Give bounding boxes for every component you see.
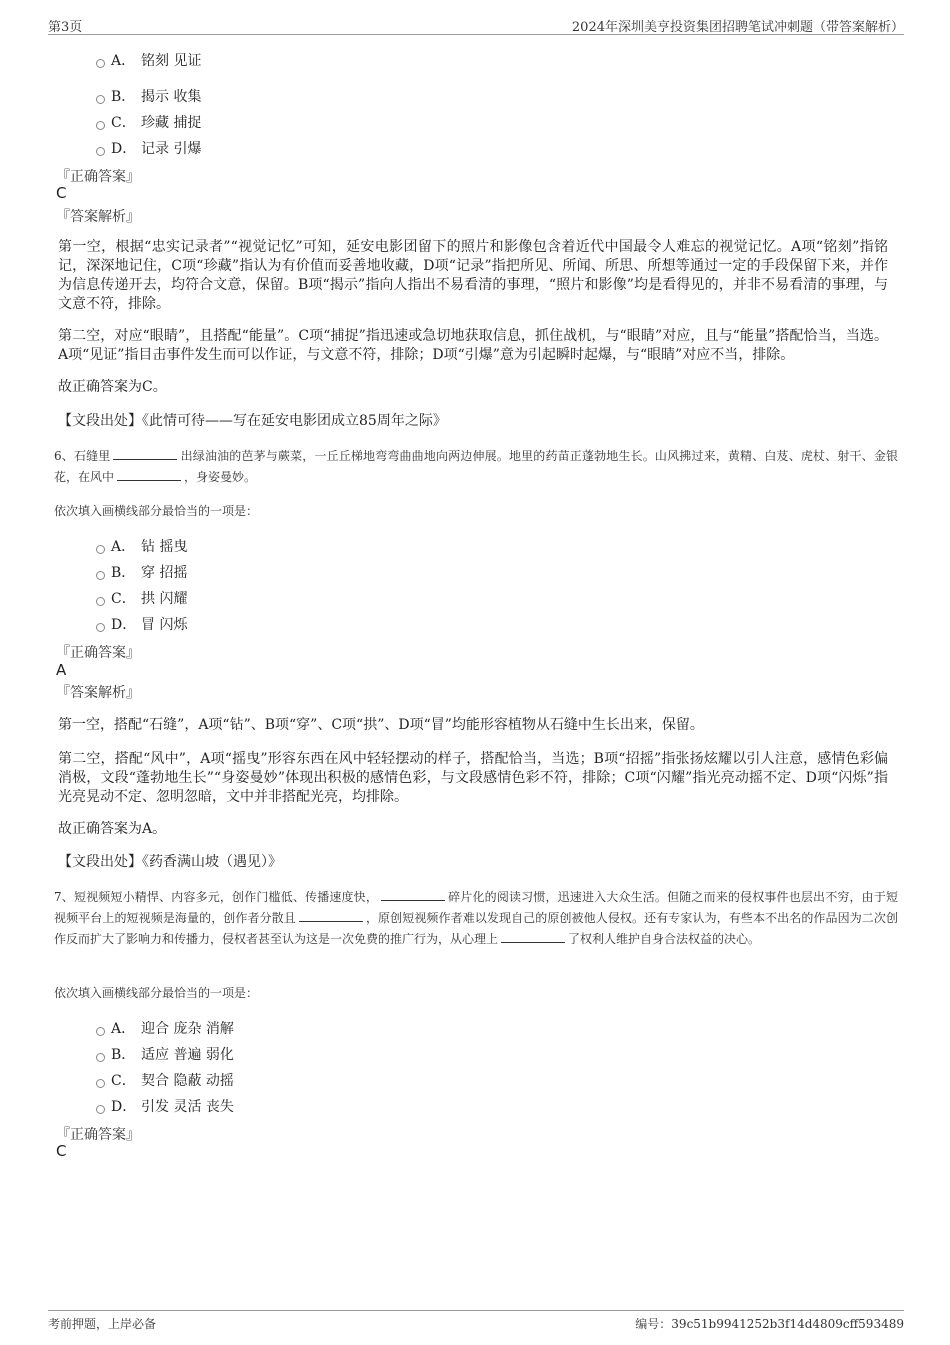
q5-option-a[interactable]: A． 铭刻 见证 [96, 50, 201, 70]
q7-instruction: 依次填入画横线部分最恰当的一项是： [54, 986, 259, 1000]
q6-instruction: 依次填入画横线部分最恰当的一项是： [54, 504, 259, 518]
fill-blank [117, 467, 181, 481]
q6-analysis-paragraph-1: 第一空，搭配“石缝”，A项“钻”、B项“穿”、C项“拱”、D项“冒”均能形容植物从石缝中生长出来，保留。 [58, 717, 704, 733]
radio-icon[interactable] [96, 597, 105, 606]
radio-icon[interactable] [96, 147, 105, 156]
footer-slogan: 考前押题，上岸必备 [48, 1317, 157, 1331]
q6-option-a[interactable]: A． 钻 摇曳 [96, 536, 187, 556]
q5-analysis-label: 『答案解析』 [56, 209, 140, 225]
document-title: 2024年深圳美亨投资集团招聘笔试冲刺题（带答案解析） [571, 20, 904, 35]
radio-icon[interactable] [96, 545, 105, 554]
fill-blank [299, 908, 363, 922]
q5-correct-answer-label: 『正确答案』 [56, 169, 140, 185]
radio-icon[interactable] [96, 1105, 105, 1114]
q6-source: 【文段出处】《药香满山坡（遇见）》 [58, 854, 282, 870]
q6-option-b[interactable]: B． 穿 招摇 [96, 562, 187, 582]
q5-answer: C [56, 184, 67, 202]
fill-blank [113, 446, 177, 460]
radio-icon[interactable] [96, 121, 105, 130]
q5-analysis-paragraph-1: 第一空，根据“忠实记录者”“视觉记忆”可知，延安电影团留下的照片和影像包含着近代中国最令人难忘的视觉记忆。A项“铭刻”指铭记，深深地记住，C项“珍藏”指认为有价值而妥善地收藏，D项“记录”指把所见、所闻、所思、所想等通过一定的手段保留下来，并作为信息传递开去，均符合文意，保留。B项“揭示”指向人指出不易看清的事理，“照片和影像”均是看得见的，并非不易看清的事理，与文意不符，排除。 [58, 239, 888, 312]
q6-option-c[interactable]: C． 拱 闪耀 [96, 588, 187, 608]
radio-icon[interactable] [96, 59, 105, 68]
q6-option-d[interactable]: D． 冒 闪烁 [96, 614, 187, 634]
q7-option-c[interactable]: C． 契合 隐蔽 动摇 [96, 1070, 234, 1090]
q6-analysis-paragraph-2: 第二空，搭配“风中”，A项“摇曳”形容东西在风中轻轻摆动的样子，搭配恰当，当选；B项“招摇”指张扬炫耀以引人注意，感情色彩偏消极，文段“蓬勃地生长”“身姿曼妙”体现出积极的感情色彩，与文段感情色彩不符，排除；C项“闪耀”指光亮动摇不定、D项“闪烁”指光亮晃动不定、忽明忽暗，文中并非搭配光亮，均排除。 [58, 751, 888, 805]
fill-blank [381, 887, 445, 901]
q7-option-d[interactable]: D． 引发 灵活 丧失 [96, 1096, 234, 1116]
q5-analysis-paragraph-2: 第二空，对应“眼睛”，且搭配“能量”。C项“捕捉”指迅速或急切地获取信息，抓住战机，与“眼睛”对应，且与“能量”搭配恰当，当选。A项“见证”指目击事件发生而可以作证，与文意不符，排除；D项“引爆”意为引起瞬时起爆，与“眼睛”对应不当，排除。 [58, 328, 888, 363]
radio-icon[interactable] [96, 571, 105, 580]
radio-icon[interactable] [96, 1027, 105, 1036]
radio-icon[interactable] [96, 95, 105, 104]
q6-answer: A [56, 661, 67, 679]
q6-correct-answer-label: 『正确答案』 [56, 645, 140, 661]
q7-correct-answer-label: 『正确答案』 [56, 1127, 140, 1143]
radio-icon[interactable] [96, 1079, 105, 1088]
page-number: 第3页 [48, 20, 83, 35]
q5-source: 【文段出处】《此情可待——写在延安电影团成立85周年之际》 [58, 413, 447, 429]
page-header [48, 14, 904, 35]
q5-option-c[interactable]: C． 珍藏 捕捉 [96, 112, 201, 132]
q5-analysis-conclusion: 故正确答案为C。 [58, 379, 167, 395]
q7-answer: C [56, 1142, 67, 1160]
q6-stem: 6、石缝里 出绿油油的芭茅与蕨菜，一丘丘梯地弯弯曲曲地向两边伸展。地里的药苗正蓬勃地生长。山风拂过来，黄精、白芨、虎杖、射干、金银花，在风中 ，身姿曼妙。 [54, 446, 898, 488]
q5-option-b[interactable]: B． 揭示 收集 [96, 86, 201, 106]
radio-icon[interactable] [96, 623, 105, 632]
document-id: 编号：39c51b9941252b3f14d4809cff593489 [635, 1317, 904, 1331]
q7-stem: 7、短视频短小精悍、内容多元，创作门槛低、传播速度快， 碎片化的阅读习惯，迅速进入大众生活。但随之而来的侵权事件也层出不穷，由于短视频平台上的短视频是海量的，创作者分散且 ，原创短视频作者难以发现自己的原创被他人侵权。还有专家认为，有些本不出名的作品因为二次创作反而扩大了影响力和传播力，侵权者甚至认为这是一次免费的推广行为，从心理上 了权利人维护自身合法权益的决心。 [54, 887, 898, 950]
q5-option-d[interactable]: D． 记录 引爆 [96, 138, 201, 158]
fill-blank [501, 929, 565, 943]
page-footer [48, 1310, 904, 1335]
q7-option-a[interactable]: A． 迎合 庞杂 消解 [96, 1018, 234, 1038]
q7-option-b[interactable]: B． 适应 普遍 弱化 [96, 1044, 234, 1064]
radio-icon[interactable] [96, 1053, 105, 1062]
q6-analysis-conclusion: 故正确答案为A。 [58, 821, 167, 837]
q6-analysis-label: 『答案解析』 [56, 685, 140, 701]
